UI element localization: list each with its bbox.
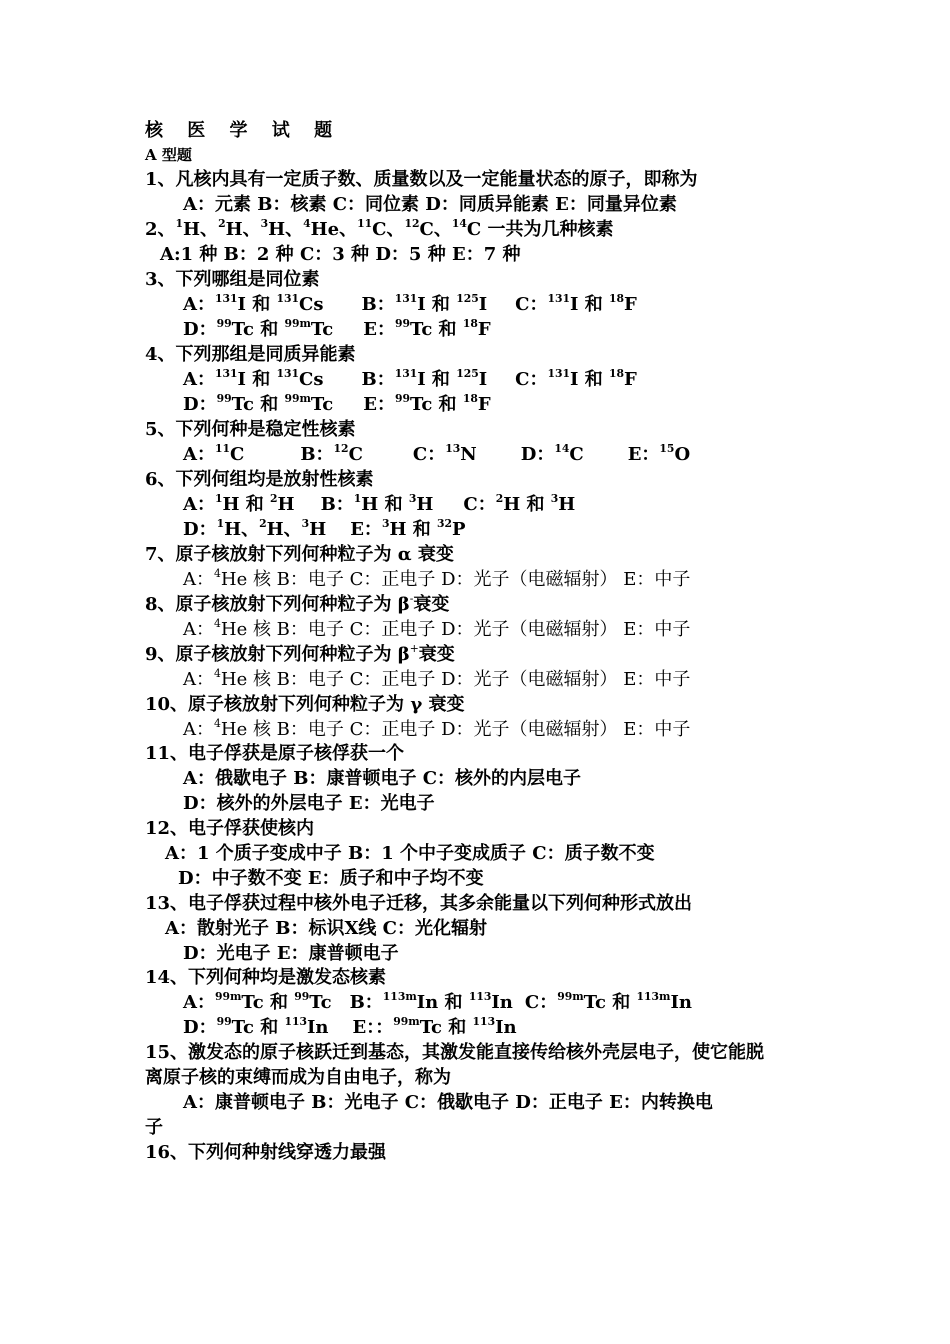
question-5-options: A：$^{11}$C B：$^{12}$C C：$^{13}$N D：$^{14}$C E：$^{15}$O bbox=[183, 441, 691, 465]
question-2: 2、$^1$H、$^2$H、$^3$H、$^4$He、$^{11}$C、$^{12}$C、$^{14}$C 一共为几种核素 bbox=[145, 216, 614, 240]
question-10-options: A：$^4$He 核 B：电子 C：正电子 D：光子（电磁辐射） E：中子 bbox=[183, 716, 691, 740]
question-14-options-row1: A：$^{99m}$Tc 和 $^{99}$Tc B：$^{113m}$In 和 $^{113}$In C：$^{99m}$Tc 和 $^{113m}$In bbox=[183, 989, 692, 1013]
question-5: 5、下列何种是稳定性核素 bbox=[145, 419, 356, 440]
question-4-options-row2: D：$^{99}$Tc 和 $^{99m}$Tc E：$^{99}$Tc 和 $^{18}$F bbox=[183, 391, 491, 415]
question-10: 10、原子核放射下列何种粒子为 γ 衰变 bbox=[145, 694, 465, 715]
section-heading: A 型题 bbox=[145, 146, 192, 164]
question-14-options-row2: D：$^{99}$Tc 和 $^{113}$In E：：$^{99m}$Tc 和 $^{113}$In bbox=[183, 1014, 517, 1038]
question-12-options-row2: D：中子数不变 E：质子和中子均不变 bbox=[178, 868, 484, 889]
question-1: 1、凡核内具有一定质子数、质量数以及一定能量状态的原子，即称为 bbox=[145, 169, 698, 190]
question-2-options: A:1 种 B：2 种 C：3 种 D：5 种 E：7 种 bbox=[160, 244, 521, 265]
question-13-options-row2: D：光电子 E：康普顿电子 bbox=[183, 943, 399, 964]
question-4-options-row1: A：$^{131}$I 和 $^{131}$Cs B：$^{131}$I 和 $^{125}$I C：$^{131}$I 和 $^{18}$F bbox=[183, 366, 637, 390]
question-12: 12、电子俘获使核内 bbox=[145, 818, 315, 839]
question-6-options-row2: D：$^1$H、$^2$H、$^3$H E：$^3$H 和 $^{32}$P bbox=[183, 516, 466, 540]
question-15: 15、激发态的原子核跃迁到基态，其激发能直接传给核外壳层电子，使它能脱 bbox=[145, 1042, 765, 1063]
question-3: 3、下列哪组是同位素 bbox=[145, 269, 320, 290]
question-13-options-row1: A：散射光子 B：标识Ⅹ线 C：光化辐射 bbox=[165, 918, 488, 939]
question-9: 9、原子核放射下列何种粒子为 β+衰变 bbox=[145, 641, 455, 665]
question-11-options-row1: A：俄歇电子 B：康普顿电子 C：核外的内层电子 bbox=[183, 768, 582, 789]
question-8-options: A：$^4$He 核 B：电子 C：正电子 D：光子（电磁辐射） E：中子 bbox=[183, 616, 691, 640]
question-7: 7、原子核放射下列何种粒子为 α 衰变 bbox=[145, 544, 454, 565]
question-8: 8、原子核放射下列何种粒子为 β-衰变 bbox=[145, 591, 450, 615]
question-6-options-row1: A：$^1$H 和 $^2$H B：$^1$H 和 $^3$H C：$^2$H 和 $^3$H bbox=[183, 491, 576, 515]
question-11-options-row2: D：核外的外层电子 E：光电子 bbox=[183, 793, 435, 814]
question-3-options-row1: A：$^{131}$I 和 $^{131}$Cs B：$^{131}$I 和 $^{125}$I C：$^{131}$I 和 $^{18}$F bbox=[183, 291, 637, 315]
question-13: 13、电子俘获过程中核外电子迁移，其多余能量以下列何种形式放出 bbox=[145, 893, 693, 914]
question-4: 4、下列那组是同质异能素 bbox=[145, 344, 356, 365]
question-3-options-row2: D：$^{99}$Tc 和 $^{99m}$Tc E：$^{99}$Tc 和 $^{18}$F bbox=[183, 316, 491, 340]
question-15-options-wrap: 子 bbox=[145, 1117, 163, 1138]
question-14: 14、下列何种均是激发态核素 bbox=[145, 967, 387, 988]
question-16: 16、下列何种射线穿透力最强 bbox=[145, 1142, 387, 1163]
question-7-options: A：$^4$He 核 B：电子 C：正电子 D：光子（电磁辐射） E：中子 bbox=[183, 566, 691, 590]
question-9-options: A：$^4$He 核 B：电子 C：正电子 D：光子（电磁辐射） E：中子 bbox=[183, 666, 691, 690]
question-15-options: A：康普顿电子 B：光电子 C：俄歇电子 D：正电子 E：内转换电 bbox=[183, 1092, 713, 1113]
question-11: 11、电子俘获是原子核俘获一个 bbox=[145, 743, 405, 764]
question-6: 6、下列何组均是放射性核素 bbox=[145, 469, 374, 490]
page-title: 核 医 学 试 题 bbox=[145, 120, 342, 141]
question-15-continued: 离原子核的束缚而成为自由电子，称为 bbox=[145, 1067, 451, 1088]
question-12-options-row1: A：1 个质子变成中子 B：1 个中子变成质子 C：质子数不变 bbox=[165, 843, 655, 864]
question-1-options: A：元素 B：核素 C：同位素 D：同质异能素 E：同量异位素 bbox=[183, 194, 677, 215]
